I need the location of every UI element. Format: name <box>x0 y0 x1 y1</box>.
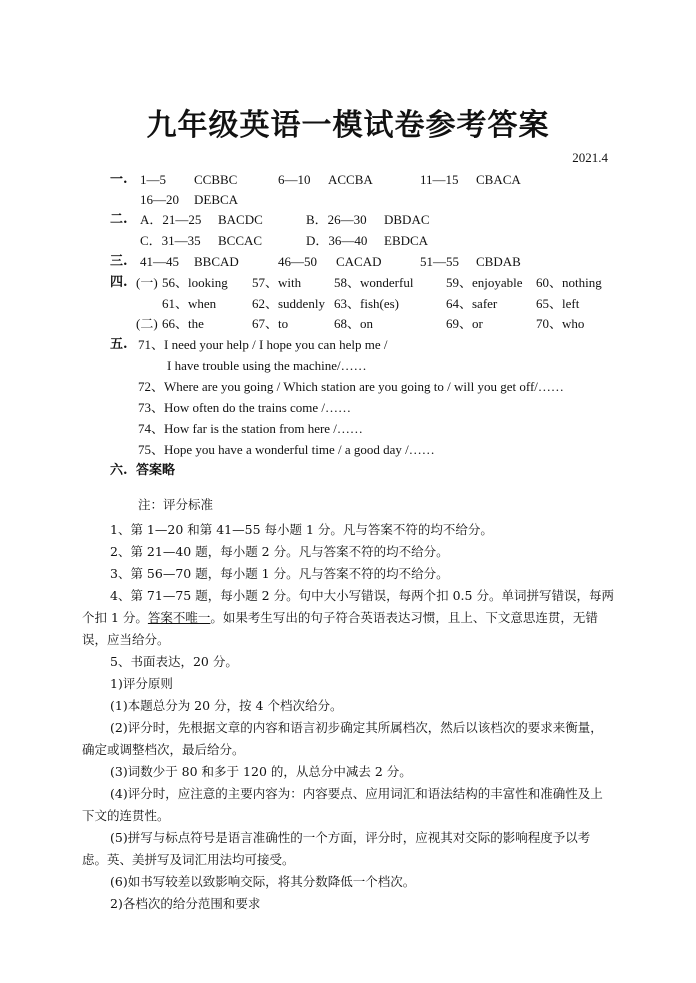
answer-word: 59、enjoyable <box>446 275 523 290</box>
section3-label: 三. <box>110 254 128 269</box>
scoring-principle-heading: 1)评分原则 <box>110 676 173 691</box>
answer-range: 6—10 <box>278 172 311 187</box>
section6-label: 六. <box>110 463 128 478</box>
section6-text: 答案略 <box>136 463 176 478</box>
scoring-principle: (5)拼写与标点符号是语言准确性的一个方面，评分时，应视其对交际的影响程度予以考虑。英、美拼写及词汇用法均可接受。 <box>82 830 591 867</box>
section1-label: 一. <box>110 172 128 187</box>
answer-range: 16—20 <box>140 192 179 207</box>
answer-range: 11—15 <box>420 172 459 187</box>
answer-letters: BCCAC <box>218 233 263 248</box>
section2-label: 二. <box>110 212 128 227</box>
answer-sentence: 74、How far is the station from here /…… <box>138 421 363 436</box>
section4-label: 四. <box>110 275 128 290</box>
answer-word: 60、nothing <box>536 275 602 290</box>
answer-word: 62、suddenly <box>252 296 325 311</box>
answer-word: 70、who <box>536 316 585 331</box>
notes-heading: 注：评分标准 <box>138 497 214 512</box>
answer-word: 68、on <box>334 316 374 331</box>
section4-part2-label: (二) <box>136 316 158 331</box>
answer-sentence: 72、Where are you going / Which station are you going to / will you get off/…… <box>138 379 564 394</box>
answer-sentence: 71、I need your help / I hope you can help me / <box>138 337 388 352</box>
section4-part1-label: (一) <box>136 275 158 290</box>
answer-not-unique-text: 答案不唯一 <box>147 610 211 625</box>
answer-letters: CCBBC <box>194 172 238 187</box>
answer-letters: BACDC <box>218 212 263 227</box>
answer-letters: ACCBA <box>328 172 373 187</box>
grading-rule: 2、第 21—40 题，每小题 2 分。凡与答案不符的均不给分。 <box>110 544 449 559</box>
answer-word: 65、left <box>536 296 580 311</box>
answer-word: 66、the <box>162 316 204 331</box>
answer-word: 58、wonderful <box>334 275 414 290</box>
answer-sentence: I have trouble using the machine/…… <box>167 358 367 373</box>
answer-word: 57、with <box>252 275 302 290</box>
answer-word: 64、safer <box>446 296 498 311</box>
section5-label: 五. <box>110 337 128 352</box>
grading-rule: 1、第 1—20 和第 41—55 每小题 1 分。凡与答案不符的均不给分。 <box>110 522 493 537</box>
answer-letters: CBACA <box>476 172 521 187</box>
answer-letters: CBDAB <box>476 254 521 269</box>
answer-range: B．26—30 <box>306 212 367 227</box>
scoring-principle: (1)本题总分为 20 分，按 4 个档次给分。 <box>110 698 343 713</box>
scoring-principle: (6)如书写较差以致影响交际，将其分数降低一个档次。 <box>110 874 416 889</box>
answer-range: C．31—35 <box>140 233 201 248</box>
answer-range: 51—55 <box>420 254 459 269</box>
answer-word: 67、to <box>252 316 289 331</box>
answer-letters: CACAD <box>336 254 382 269</box>
answer-word: 63、fish(es) <box>334 296 399 311</box>
answer-word: 61、when <box>162 296 217 311</box>
date-label: 2021.4 <box>572 150 608 165</box>
answer-range: 41—45 <box>140 254 179 269</box>
scoring-principle: (3)词数少于 80 和多于 120 的，从总分中减去 2 分。 <box>110 764 412 779</box>
answer-range: A．21—25 <box>140 212 202 227</box>
scoring-principle: (4)评分时，应注意的主要内容为：内容要点、应用词汇和语法结构的丰富性和准确性及上下文的连贯性。 <box>82 786 603 823</box>
answer-word: 69、or <box>446 316 483 331</box>
score-levels-heading: 2)各档次的给分范围和要求 <box>110 896 261 911</box>
grading-rule: 3、第 56—70 题，每小题 1 分。凡与答案不符的均不给分。 <box>110 566 449 581</box>
answer-range: 46—50 <box>278 254 317 269</box>
grading-rule-text: 4、第 71—75 题，每小题 2 分。句中大小写错误，每两个扣 0.5 分。单词拼写错误，每两个扣 1 分。 <box>82 588 614 625</box>
answer-letters: EBDCA <box>384 233 429 248</box>
answer-sentence: 73、How often do the trains come /…… <box>138 400 352 415</box>
answer-sentence: 75、Hope you have a wonderful time / a good day /…… <box>138 442 435 457</box>
grading-rule: 5、书面表达，20 分。 <box>110 654 238 669</box>
grading-rule-text: 。如果考生写出的句子符合英语表达习惯，且上、下文意思连贯，无错误，应当给分。 <box>82 610 598 647</box>
answer-range: 1—5 <box>140 172 166 187</box>
answer-word: 56、looking <box>162 275 228 290</box>
scoring-principle: (2)评分时，先根据文章的内容和语言初步确定其所属档次，然后以该档次的要求来衡量，确定或调整档次，最后给分。 <box>82 720 603 757</box>
page-title: 九年级英语一模试卷参考答案 <box>146 108 550 143</box>
answer-range: D．36—40 <box>306 233 368 248</box>
grading-rule-4 <box>82 585 615 651</box>
answer-letters: DBDAC <box>384 212 430 227</box>
answer-letters: BBCAD <box>194 254 239 269</box>
answer-letters: DEBCA <box>194 192 239 207</box>
